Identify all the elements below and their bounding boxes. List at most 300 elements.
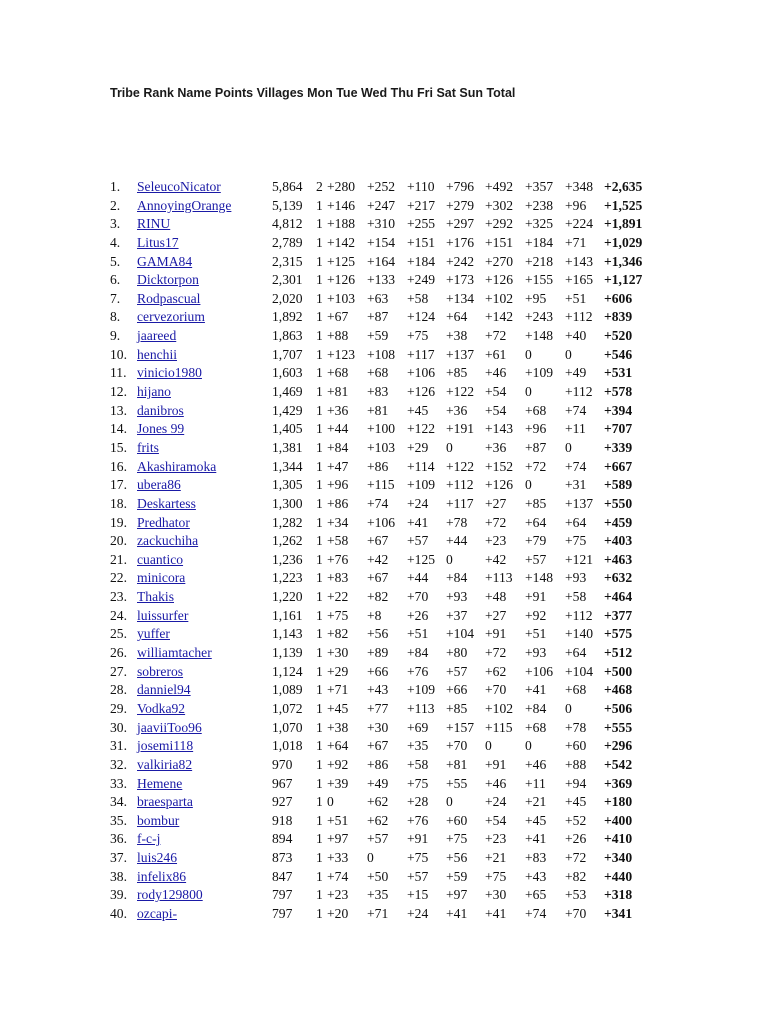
total-value: +667 (604, 458, 633, 474)
rank-number: 4. (110, 234, 121, 250)
total-value: +410 (604, 831, 633, 847)
total-value: +555 (604, 719, 633, 735)
fri-value: +36 (485, 439, 507, 455)
wed-value: +45 (407, 402, 429, 418)
rank-number: 24. (110, 607, 127, 623)
points-value: 1,429 (272, 402, 303, 418)
villages-value: 1 (316, 495, 323, 511)
sun-value: 0 (565, 700, 572, 716)
wed-value: +57 (407, 533, 429, 549)
player-name-link[interactable]: Jones 99 (137, 421, 185, 437)
points-value: 797 (272, 887, 293, 903)
tue-value: +42 (367, 551, 389, 567)
sun-value: +140 (565, 626, 594, 642)
player-name-link[interactable]: frits (137, 439, 159, 455)
fri-value: +61 (485, 346, 507, 362)
rank-number: 7. (110, 290, 121, 306)
tue-value: +35 (367, 887, 389, 903)
player-name-link[interactable]: sobreros (137, 663, 184, 679)
mon-value: +20 (327, 905, 349, 921)
fri-value: +72 (485, 514, 507, 530)
rank-number: 5. (110, 253, 121, 269)
fri-value: +30 (485, 887, 507, 903)
thu-value: +60 (446, 812, 468, 828)
wed-value: +124 (407, 309, 436, 325)
points-value: 1,603 (272, 365, 303, 381)
tue-value: +103 (367, 439, 396, 455)
rank-number: 31. (110, 738, 127, 754)
sat-value: +92 (525, 607, 547, 623)
player-name-link[interactable]: minicora (137, 570, 186, 586)
thu-value: +44 (446, 533, 468, 549)
total-value: +500 (604, 663, 633, 679)
villages-value: 1 (316, 309, 323, 325)
fri-value: +102 (485, 700, 514, 716)
player-name-link[interactable]: bombur (137, 812, 180, 828)
total-value: +464 (604, 589, 633, 605)
points-value: 2,020 (272, 290, 303, 306)
tue-value: +49 (367, 775, 389, 791)
total-value: +459 (604, 514, 633, 530)
points-value: 1,707 (272, 346, 303, 362)
fri-value: +151 (485, 234, 514, 250)
points-value: 5,139 (272, 197, 303, 213)
villages-value: 1 (316, 589, 323, 605)
villages-value: 1 (316, 607, 323, 623)
sat-value: +106 (525, 663, 554, 679)
sun-value: +75 (565, 533, 587, 549)
villages-value: 1 (316, 477, 323, 493)
villages-value: 1 (316, 794, 323, 810)
player-name-link[interactable]: yuffer (137, 626, 170, 642)
sun-value: +52 (565, 812, 587, 828)
points-value: 2,301 (272, 272, 303, 288)
points-value: 1,220 (272, 589, 303, 605)
fri-value: +23 (485, 533, 507, 549)
tue-value: +74 (367, 495, 389, 511)
sun-value: +58 (565, 589, 587, 605)
thu-value: +93 (446, 589, 468, 605)
total-value: +394 (604, 402, 633, 418)
sat-value: +45 (525, 812, 547, 828)
rank-number: 30. (110, 719, 127, 735)
player-name-link[interactable]: ubera86 (137, 477, 181, 493)
rank-number: 18. (110, 495, 127, 511)
fri-value: +54 (485, 812, 507, 828)
fri-value: +142 (485, 309, 514, 325)
player-name-link[interactable]: SeleucoNicator (137, 179, 221, 194)
points-value: 1,124 (272, 663, 303, 679)
player-name-link[interactable]: Thakis (137, 589, 174, 605)
thu-value: +104 (446, 626, 475, 642)
wed-value: +75 (407, 850, 429, 866)
wed-value: +57 (407, 868, 429, 884)
total-value: +296 (604, 738, 633, 754)
villages-value: 1 (316, 682, 323, 698)
total-value: +339 (604, 439, 633, 455)
villages-value: 1 (316, 775, 323, 791)
sat-value: +11 (525, 775, 546, 791)
fri-value: +70 (485, 682, 507, 698)
points-value: 1,892 (272, 309, 303, 325)
rank-number: 20. (110, 533, 127, 549)
points-value: 797 (272, 905, 293, 921)
points-value: 1,139 (272, 645, 303, 661)
player-name-link[interactable]: Akashiramoka (137, 458, 217, 474)
mon-value: 0 (327, 794, 334, 810)
sat-value: +93 (525, 645, 547, 661)
table-header: Tribe Rank Name Points Villages Mon Tue Wed Thu Fri Sat Sun Total (110, 86, 516, 100)
tue-value: +67 (367, 738, 389, 754)
points-value: 970 (272, 756, 293, 772)
thu-value: +85 (446, 365, 468, 381)
thu-value: +279 (446, 197, 475, 213)
fri-value: +27 (485, 495, 507, 511)
mon-value: +142 (327, 234, 356, 250)
wed-value: +110 (407, 179, 435, 194)
fri-value: +126 (485, 272, 514, 288)
points-value: 1,089 (272, 682, 303, 698)
sat-value: +41 (525, 682, 547, 698)
fri-value: +72 (485, 645, 507, 661)
wed-value: +106 (407, 365, 436, 381)
fri-value: +48 (485, 589, 507, 605)
rank-number: 14. (110, 421, 127, 437)
sat-value: +243 (525, 309, 554, 325)
total-value: +1,029 (604, 234, 643, 250)
mon-value: +280 (327, 179, 356, 194)
fri-value: +24 (485, 794, 507, 810)
sun-value: +11 (565, 421, 586, 437)
points-value: 1,236 (272, 551, 303, 567)
player-name-link[interactable]: RINU (137, 216, 171, 232)
tue-value: +252 (367, 179, 396, 194)
wed-value: +76 (407, 663, 429, 679)
points-value: 1,018 (272, 738, 303, 754)
fri-value: +292 (485, 216, 514, 232)
wed-value: +69 (407, 719, 429, 735)
fri-value: +23 (485, 831, 507, 847)
total-value: +318 (604, 887, 633, 903)
fri-value: +115 (485, 719, 513, 735)
thu-value: +157 (446, 719, 475, 735)
points-value: 967 (272, 775, 293, 791)
sat-value: +65 (525, 887, 547, 903)
player-name-link[interactable]: infelix86 (137, 868, 187, 884)
player-name-link[interactable]: Vodka92 (137, 700, 186, 716)
player-name-link[interactable]: valkiria82 (137, 756, 193, 772)
sat-value: +218 (525, 253, 554, 269)
total-value: +550 (604, 495, 633, 511)
thu-value: +81 (446, 756, 468, 772)
fri-value: +302 (485, 197, 514, 213)
wed-value: +75 (407, 775, 429, 791)
total-value: +340 (604, 850, 633, 866)
thu-value: +176 (446, 234, 475, 250)
wed-value: +151 (407, 234, 436, 250)
villages-value: 1 (316, 458, 323, 474)
mon-value: +82 (327, 626, 349, 642)
sat-value: +155 (525, 272, 554, 288)
rank-number: 36. (110, 831, 127, 847)
player-name-link[interactable]: williamtacher (137, 645, 212, 661)
points-value: 1,300 (272, 495, 303, 511)
points-value: 847 (272, 868, 293, 884)
fri-value: +72 (485, 328, 507, 344)
total-value: +180 (604, 794, 633, 810)
player-name-link[interactable]: AnnoyingOrange (137, 197, 232, 213)
sat-value: +184 (525, 234, 554, 250)
sun-value: +71 (565, 234, 587, 250)
thu-value: +112 (446, 477, 474, 493)
mon-value: +88 (327, 328, 349, 344)
rank-number: 23. (110, 589, 127, 605)
thu-value: +64 (446, 309, 468, 325)
fri-value: +492 (485, 179, 514, 194)
sat-value: +95 (525, 290, 547, 306)
villages-value: 1 (316, 197, 323, 213)
wed-value: +122 (407, 421, 436, 437)
sun-value: +137 (565, 495, 594, 511)
rank-number: 22. (110, 570, 127, 586)
sat-value: +57 (525, 551, 547, 567)
total-value: +506 (604, 700, 633, 716)
sat-value: +21 (525, 794, 547, 810)
rank-number: 19. (110, 514, 127, 530)
player-name-link[interactable]: henchii (137, 346, 178, 362)
sat-value: +74 (525, 905, 547, 921)
player-name-link[interactable]: vinicio1980 (137, 365, 202, 381)
villages-value: 2 (316, 179, 323, 194)
player-name-link[interactable]: Hemene (137, 775, 183, 791)
wed-value: +249 (407, 272, 436, 288)
villages-value: 1 (316, 290, 323, 306)
player-name-link[interactable]: danibros (137, 402, 184, 418)
tue-value: +8 (367, 607, 382, 623)
tue-value: +106 (367, 514, 396, 530)
villages-value: 1 (316, 439, 323, 455)
player-name-link[interactable]: danniel94 (137, 682, 191, 698)
rank-number: 35. (110, 812, 127, 828)
rank-number: 3. (110, 216, 121, 232)
player-name-link[interactable]: Deskartess (137, 495, 196, 511)
mon-value: +76 (327, 551, 349, 567)
tue-value: +59 (367, 328, 389, 344)
total-value: +2,635 (604, 179, 643, 194)
wed-value: +58 (407, 756, 429, 772)
mon-value: +74 (327, 868, 349, 884)
player-name-link[interactable]: cervezorium (137, 309, 205, 325)
thu-value: +85 (446, 700, 468, 716)
tue-value: +81 (367, 402, 389, 418)
mon-value: +58 (327, 533, 349, 549)
player-name-link[interactable]: f-c-j (137, 831, 161, 847)
tue-value: +86 (367, 756, 389, 772)
villages-value: 1 (316, 514, 323, 530)
tue-value: +67 (367, 570, 389, 586)
sat-value: +68 (525, 719, 547, 735)
fri-value: +42 (485, 551, 507, 567)
tue-value: +133 (367, 272, 396, 288)
wed-value: +35 (407, 738, 429, 754)
mon-value: +68 (327, 365, 349, 381)
villages-value: 1 (316, 887, 323, 903)
total-value: +369 (604, 775, 633, 791)
points-value: 918 (272, 812, 293, 828)
tue-value: +247 (367, 197, 396, 213)
sat-value: +83 (525, 850, 547, 866)
sun-value: +53 (565, 887, 587, 903)
player-name-link[interactable]: Predhator (137, 514, 190, 530)
rank-number: 17. (110, 477, 127, 493)
total-value: +377 (604, 607, 633, 623)
thu-value: +297 (446, 216, 475, 232)
player-name-link[interactable]: josemi118 (137, 738, 194, 754)
sat-value: +325 (525, 216, 554, 232)
thu-value: +59 (446, 868, 468, 884)
points-value: 1,262 (272, 533, 303, 549)
player-name-link[interactable]: luis246 (137, 850, 178, 866)
sun-value: +82 (565, 868, 587, 884)
thu-value: 0 (446, 439, 453, 455)
player-name-link[interactable]: rody129800 (137, 887, 203, 903)
rank-number: 13. (110, 402, 127, 418)
total-value: +520 (604, 328, 633, 344)
fri-value: +152 (485, 458, 514, 474)
rank-number: 15. (110, 439, 127, 455)
rank-number: 2. (110, 197, 121, 213)
wed-value: +24 (407, 495, 429, 511)
tue-value: +57 (367, 831, 389, 847)
mon-value: +29 (327, 663, 349, 679)
mon-value: +30 (327, 645, 349, 661)
thu-value: +66 (446, 682, 468, 698)
tue-value: +87 (367, 309, 389, 325)
player-name-link[interactable]: Rodpascual (137, 290, 201, 306)
rank-number: 10. (110, 346, 127, 362)
villages-value: 1 (316, 384, 323, 400)
player-name-link[interactable]: ozcapi- (137, 905, 177, 921)
villages-value: 1 (316, 831, 323, 847)
mon-value: +188 (327, 216, 356, 232)
player-name-link[interactable]: luissurfer (137, 607, 189, 623)
mon-value: +44 (327, 421, 349, 437)
points-value: 1,282 (272, 514, 303, 530)
player-name-link[interactable]: jaareed (137, 328, 177, 344)
player-name-link[interactable]: Litus17 (137, 234, 179, 250)
player-name-link[interactable]: hijano (137, 384, 171, 400)
wed-value: +113 (407, 700, 435, 716)
sun-value: +51 (565, 290, 587, 306)
thu-value: +191 (446, 421, 475, 437)
sun-value: +224 (565, 216, 594, 232)
sat-value: +72 (525, 458, 547, 474)
tue-value: +100 (367, 421, 396, 437)
wed-value: +109 (407, 682, 436, 698)
player-name-link[interactable]: braesparta (137, 794, 193, 810)
total-value: +468 (604, 682, 633, 698)
sat-value: +46 (525, 756, 547, 772)
thu-value: +173 (446, 272, 475, 288)
total-value: +589 (604, 477, 633, 493)
points-value: 1,469 (272, 384, 303, 400)
rank-number: 28. (110, 682, 127, 698)
mon-value: +64 (327, 738, 349, 754)
player-name-link[interactable]: Dicktorpon (137, 272, 199, 288)
fri-value: +91 (485, 626, 507, 642)
wed-value: +76 (407, 812, 429, 828)
rank-number: 9. (110, 328, 121, 344)
sun-value: +40 (565, 328, 587, 344)
thu-value: +242 (446, 253, 475, 269)
fri-value: +143 (485, 421, 514, 437)
player-name-link[interactable]: zackuchiha (137, 533, 199, 549)
mon-value: +86 (327, 495, 349, 511)
mon-value: +84 (327, 439, 349, 455)
points-value: 1,161 (272, 607, 303, 623)
mon-value: +51 (327, 812, 349, 828)
rank-number: 38. (110, 868, 127, 884)
wed-value: +217 (407, 197, 436, 213)
wed-value: +109 (407, 477, 436, 493)
wed-value: +255 (407, 216, 436, 232)
mon-value: +92 (327, 756, 349, 772)
sun-value: +93 (565, 570, 587, 586)
rank-number: 12. (110, 384, 127, 400)
player-name-link[interactable]: cuantico (137, 551, 184, 567)
player-name-link[interactable]: jaaviiToo96 (137, 719, 202, 735)
rank-number: 26. (110, 645, 127, 661)
tue-value: +66 (367, 663, 389, 679)
sat-value: +43 (525, 868, 547, 884)
mon-value: +45 (327, 700, 349, 716)
sat-value: +148 (525, 570, 554, 586)
rank-number: 32. (110, 756, 127, 772)
rank-number: 27. (110, 663, 127, 679)
mon-value: +33 (327, 850, 349, 866)
thu-value: +137 (446, 346, 475, 362)
points-value: 1,070 (272, 719, 303, 735)
mon-value: +39 (327, 775, 349, 791)
tue-value: +68 (367, 365, 389, 381)
thu-value: +78 (446, 514, 468, 530)
sat-value: +357 (525, 179, 554, 194)
mon-value: +146 (327, 197, 356, 213)
sat-value: +85 (525, 495, 547, 511)
total-value: +440 (604, 868, 633, 884)
total-value: +542 (604, 756, 633, 772)
thu-value: +134 (446, 290, 475, 306)
wed-value: +91 (407, 831, 429, 847)
sun-value: +74 (565, 402, 587, 418)
villages-value: 1 (316, 812, 323, 828)
thu-value: +56 (446, 850, 468, 866)
villages-value: 1 (316, 905, 323, 921)
total-value: +575 (604, 626, 633, 642)
villages-value: 1 (316, 626, 323, 642)
sat-value: +68 (525, 402, 547, 418)
fri-value: +62 (485, 663, 507, 679)
sun-value: 0 (565, 346, 572, 362)
villages-value: 1 (316, 738, 323, 754)
sat-value: +148 (525, 328, 554, 344)
sun-value: +104 (565, 663, 594, 679)
tue-value: +89 (367, 645, 389, 661)
tue-value: +82 (367, 589, 389, 605)
fri-value: +75 (485, 868, 507, 884)
villages-value: 1 (316, 663, 323, 679)
player-name-link[interactable]: GAMA84 (137, 253, 193, 269)
